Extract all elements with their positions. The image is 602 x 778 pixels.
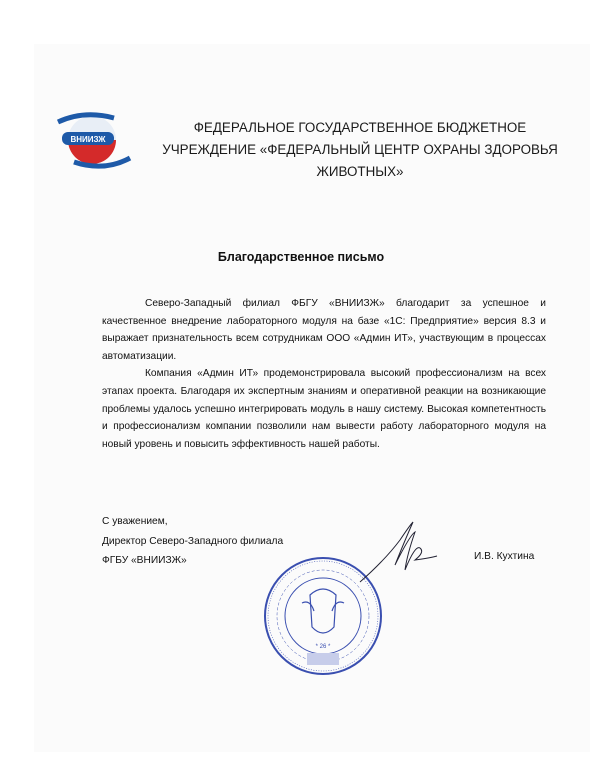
header-line: УЧРЕЖДЕНИЕ «ФЕДЕРАЛЬНЫЙ ЦЕНТР ОХРАНЫ ЗДОРОВЬЯ bbox=[162, 142, 558, 157]
paragraph: Компания «Админ ИТ» продемонстрировала высокий профессионализм на всех этапах проекта. Благодаря их экспертным знаниям и оперативной реакции на возникающие проблемы удалось успешно интегрировать модуль в нашу систему. Высокая компетентность и профессионализм компании позволили нам вывести работу лабораторного модуля на новый уровень и повысить эффективность нашей работы. bbox=[102, 368, 546, 450]
organization-header bbox=[150, 117, 570, 183]
handwritten-signature bbox=[355, 520, 445, 590]
signature-block bbox=[102, 512, 283, 571]
signer-name: И.В. Кухтина bbox=[474, 551, 535, 562]
svg-text:ВНИИЗЖ: ВНИИЗЖ bbox=[70, 135, 106, 144]
signer-organization: ФГБУ «ВНИИЗЖ» bbox=[102, 555, 187, 566]
header-line: ФЕДЕРАЛЬНОЕ ГОСУДАРСТВЕННОЕ БЮДЖЕТНОЕ bbox=[193, 120, 527, 135]
closing: С уважением, bbox=[102, 516, 168, 527]
header-line: ЖИВОТНЫХ» bbox=[316, 164, 404, 179]
signer-position: Директор Северо-Западного филиала bbox=[102, 535, 284, 547]
svg-text:* 26 *: * 26 * bbox=[315, 644, 331, 650]
letter-title: Благодарственное письмо bbox=[217, 250, 385, 264]
letter-body bbox=[102, 295, 546, 453]
paragraph: Северо-Западный филиал ФБГУ «ВНИИЗЖ» благодарит за успешное и качественное внедрение лабораторного модуля на базе «1С: Предприятие» версия 8.3 и выражает признательность всем сотрудникам ООО «Админ ИТ», участвующим в процессах автоматизации. bbox=[102, 298, 546, 362]
